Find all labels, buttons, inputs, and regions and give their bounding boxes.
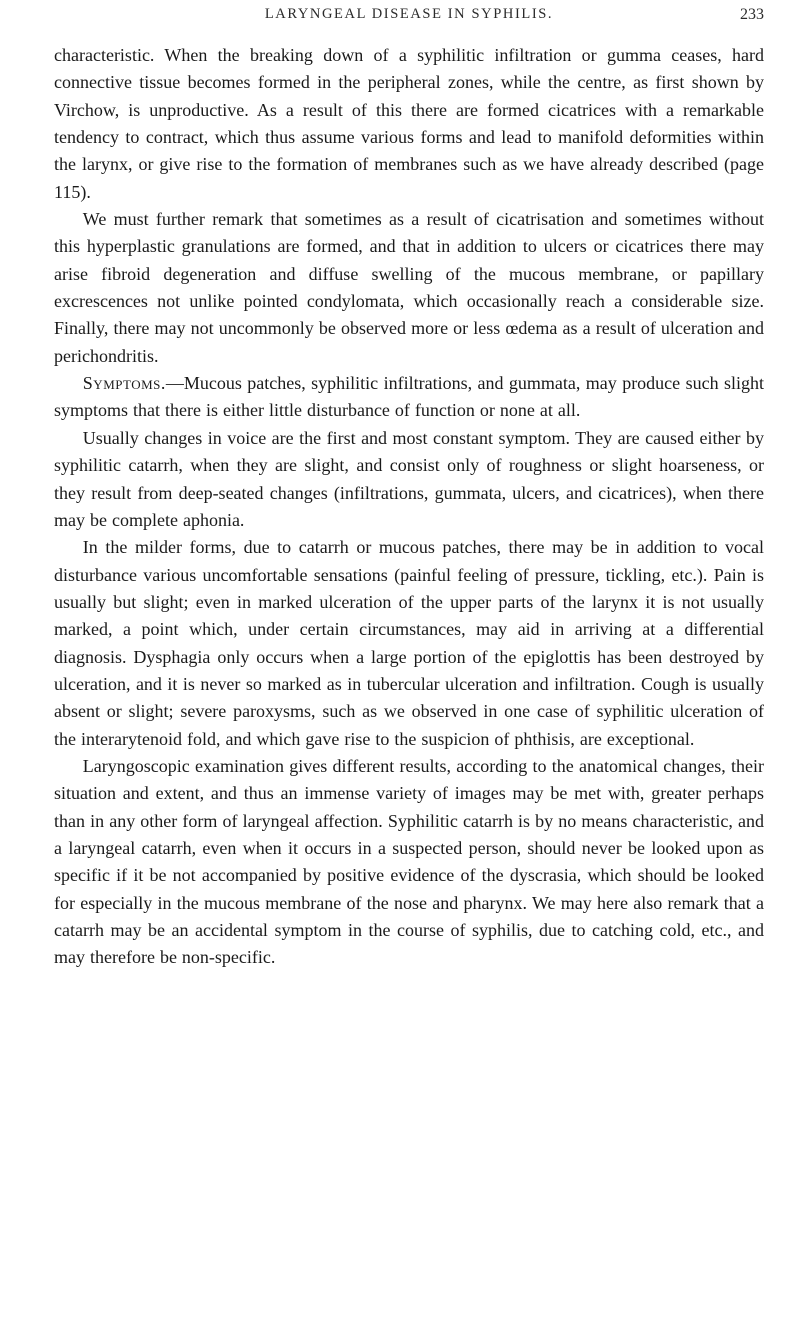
body-text [54,42,764,972]
paragraph-laryngoscopic-examination: Laryngoscopic examination gives different results, according to the anatomical changes, their situation and extent, and thus an immense variety of images may be met with, greater perhaps than in any other form of laryngeal affection. Syphilitic catarrh is by no means characteristic, and a laryngeal catarrh, even when it occurs in a suspected person, should never be looked upon as specific if it be not accompanied by positive evidence of the dyscrasia, which should be looked for especially in the mucous membrane of the nose and pharynx. We may here also remark that a catarrh may be an accidental symptom in the course of syphilis, due to catching cold, etc., and may therefore be non-specific. [54,755,764,968]
paragraph-symptoms-text: —Mucous patches, syphilitic infiltrations, and gummata, may produce such slight symptoms that there is either little disturbance of function or none at all. [54,373,764,421]
paragraph-symptoms [54,370,764,425]
paragraph-cicatrisation: We must further remark that sometimes as a result of cicatrisation and sometimes without this hyperplastic granulations are formed, and that in addition to ulcers or cicatrices there may arise fibroid degeneration and diffuse swelling of the mucous membrane, or papillary excrescences not unlike pointed condylomata, which occasionally reach a considerable size. Finally, there may not uncommonly be observed more or less œdema as a result of ulceration and perichondritis. [54,209,764,366]
running-head [54,6,764,34]
paragraph-milder-forms: In the milder forms, due to catarrh or mucous patches, there may be in addition to vocal disturbance various uncomfortable sensations (painful feeling of pressure, tickling, etc.). Pain is usually but slight; even in marked ulceration of the upper parts of the larynx it is not usually marked, a point which, under certain circumstances, may aid in arriving at a differential diagnosis. Dysphagia only occurs when a large portion of the epiglottis has been destroyed by ulceration, and it is never so marked as in tubercular ulceration and infiltration. Cough is usually absent or slight; severe paroxysms, such as we observed in one case of syphilitic ulceration of the interarytenoid fold, and which gave rise to the suspicion of phthisis, are exceptional. [54,537,764,749]
book-page [54,0,764,1323]
paragraph-continuation: characteristic. When the breaking down of a syphilitic infiltration or gumma ceases, hard connective tissue becomes formed in the peripheral zones, while the centre, as first shown by Virchow, is unproductive. As a result of this there are formed cicatrices with a remarkable tendency to contract, which thus assume various forms and lead to manifold deformities within the larynx, or give rise to the formation of membranes such as we have already described (page 115). [54,45,764,202]
page-number: 233 [740,6,764,23]
section-heading-symptoms: Symptoms. [82,373,166,394]
paragraph-voice-changes: Usually changes in voice are the first and most constant symptom. They are caused either by syphilitic catarrh, when they are slight, and consist only of roughness or slight hoarseness, or they result from deep-seated changes (infiltrations, gummata, ulcers, and cicatrices), when there may be complete aphonia. [54,427,764,530]
running-title: LARYNGEAL DISEASE IN SYPHILIS. [264,6,554,22]
